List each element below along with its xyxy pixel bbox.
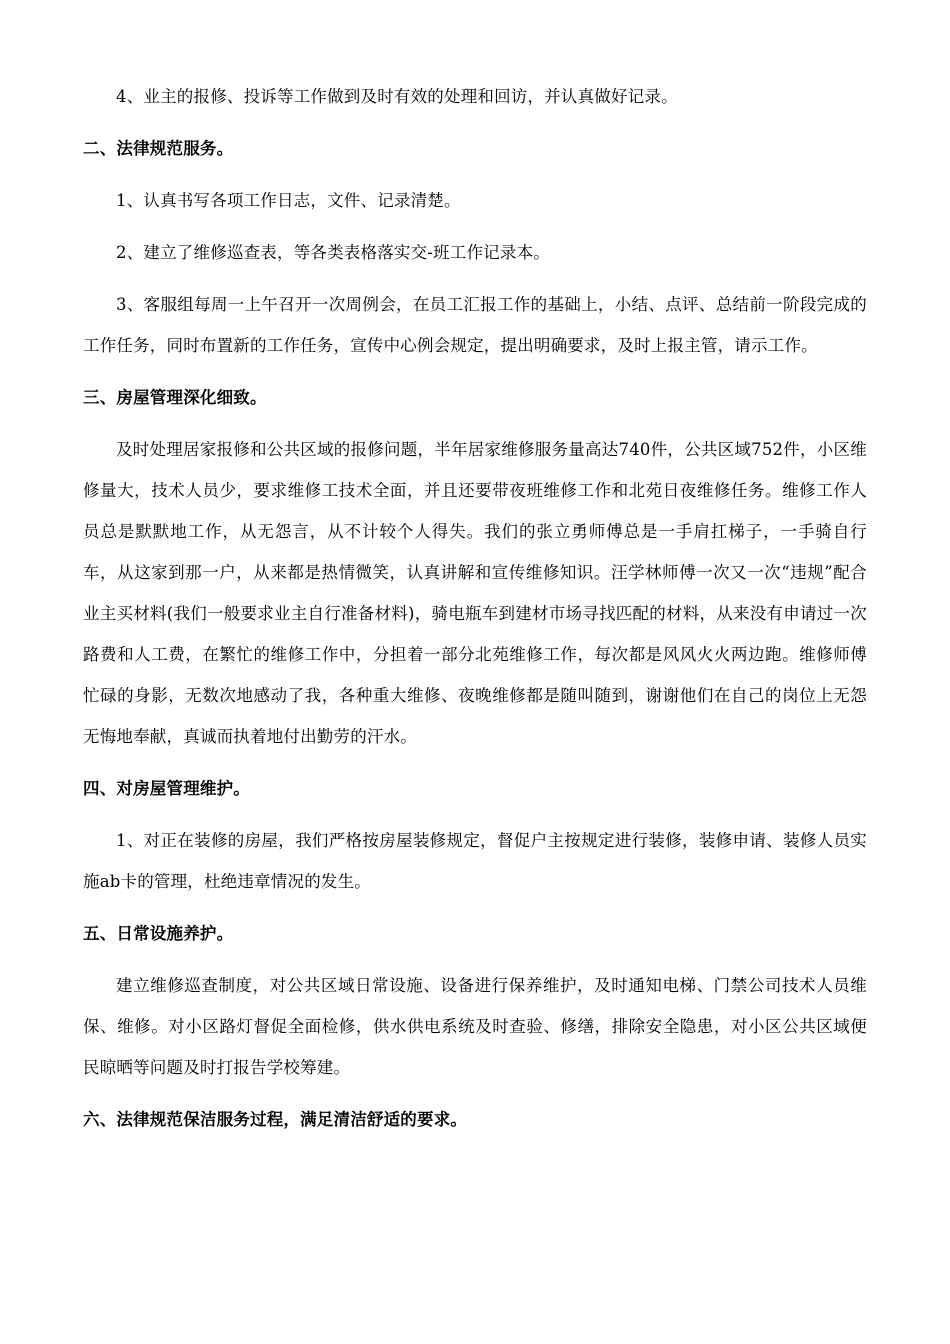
section-heading-3: 三、房屋管理深化细致。 bbox=[83, 388, 267, 407]
paragraph-2-2: 2、建立了维修巡查表，等各类表格落实交-班工作记录本。 bbox=[116, 243, 550, 262]
document-page bbox=[83, 76, 867, 1151]
section-heading-6: 六、法律规范保洁服务过程，满足清洁舒适的要求。 bbox=[83, 1110, 468, 1129]
paragraph-2-3: 3、客服组每周一上午召开一次周例会，在员工汇报工作的基础上，小结、点评、总结前一阶段完成的工作任务，同时布置新的工作任务，宣传中心例会规定，提出明确要求，及时上报主管，请示工作。 bbox=[83, 295, 867, 355]
paragraph-2-1: 1、认真书写各项工作日志，文件、记录清楚。 bbox=[116, 191, 461, 210]
section-heading-4: 四、对房屋管理维护。 bbox=[83, 779, 250, 798]
paragraph-item-4: 4、业主的报修、投诉等工作做到及时有效的处理和回访，并认真做好记录。 bbox=[116, 87, 678, 106]
section-heading-5: 五、日常设施养护。 bbox=[83, 924, 234, 943]
paragraph-5-1: 建立维修巡查制度，对公共区域日常设施、设备进行保养维护，及时通知电梯、门禁公司技术人员维保、维修。对小区路灯督促全面检修，供水供电系统及时查验、修缮，排除安全隐患，对小区公共区域便民晾晒等问题及时打报告学校筹建。 bbox=[83, 976, 867, 1077]
paragraph-4-1: 1、对正在装修的房屋，我们严格按房屋装修规定，督促户主按规定进行装修，装修申请、装修人员实施ab卡的管理，杜绝违章情况的发生。 bbox=[83, 831, 867, 891]
paragraph-3-1: 及时处理居家报修和公共区域的报修问题，半年居家维修服务量高达740件，公共区域752件，小区维修量大，技术人员少，要求维修工技术全面，并且还要带夜班维修工作和北苑日夜维修任务。维修工作人员总是默默地工作，从无怨言，从不计较个人得失。我们的张立勇师傅总是一手肩扛梯子，一手骑自行车，从这家到那一户，从来都是热情微笑，认真讲解和宣传维修知识。汪学林师傅一次又一次“违规”配合业主买材料(我们一般要求业主自行准备材料)，骑电瓶车到建材市场寻找匹配的材料，从来没有申请过一次路费和人工费，在繁忙的维修工作中，分担着一部分北苑维修工作，每次都是风风火火两边跑。维修师傅忙碌的身影，无数次地感动了我，各种重大维修、夜晚维修都是随叫随到，谢谢他们在自己的岗位上无怨无悔地奉献，真诚而执着地付出勤劳的汗水。 bbox=[83, 440, 867, 746]
section-heading-2: 二、法律规范服务。 bbox=[83, 139, 234, 158]
